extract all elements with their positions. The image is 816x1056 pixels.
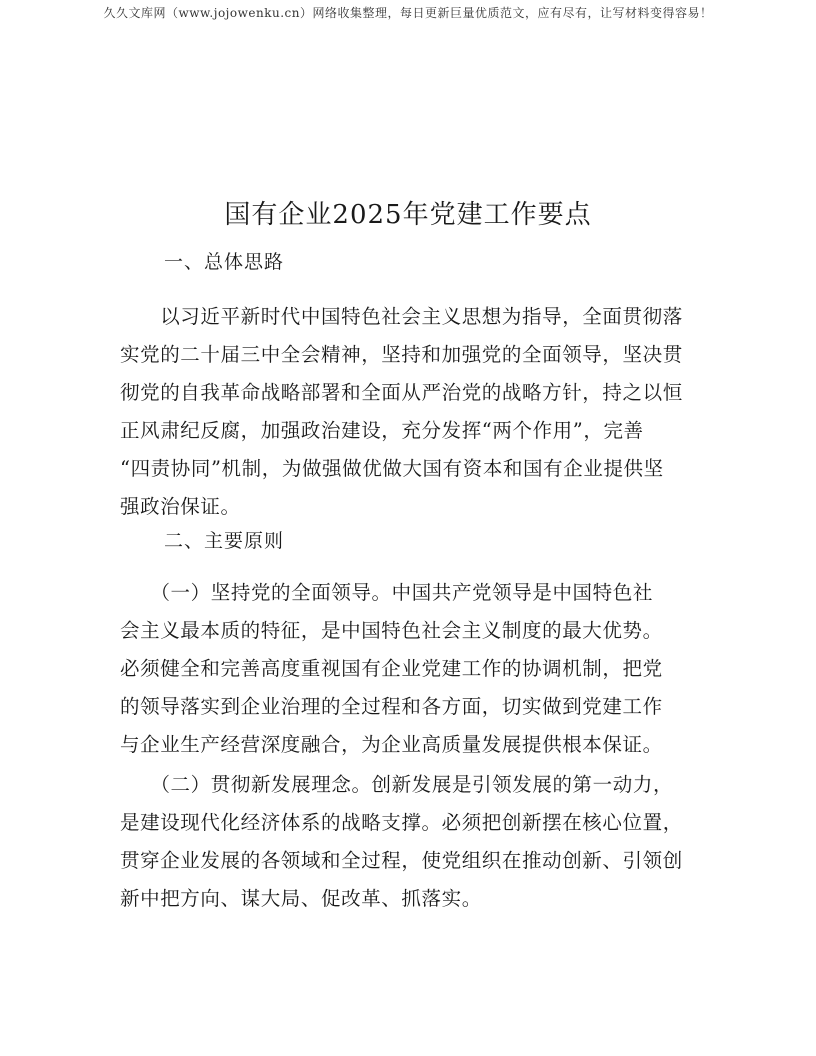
section-heading-main-principles: 二、主要原则 [164,530,285,552]
paragraph-principle-1 [120,574,720,764]
text-line: 以习近平新时代中国特色社会主义思想为指导，全面贯彻落 [120,305,683,328]
paragraph-overall-approach [120,298,720,526]
paragraph-principle-2 [120,766,720,918]
text-line: （二）贯彻新发展理念。创新发展是引领发展的第一动力， [120,773,674,796]
text-line: 强政治保证。 [120,495,241,518]
text-line: 是建设现代化经济体系的战略支撑。必须把创新摆在核心位置， [120,811,683,834]
text-line: 贯穿企业发展的各领域和全过程，使党组织在推动创新、引领创 [120,849,683,872]
text-line: （一）坚持党的全面领导。中国共产党领导是中国特色社 [120,581,653,604]
section-heading-overall-approach: 一、总体思路 [164,251,285,273]
text-line: 与企业生产经营深度融合，为企业高质量发展提供根本保证。 [120,733,663,756]
document-title: 国有企业2025年党建工作要点 [224,200,592,230]
page-header-banner: 久久文库网（www.jojowenku.cn）网络收集整理，每日更新巨量优质范文，应有尽有，让写材料变得容易！ [103,6,713,20]
text-line: 彻党的自我革命战略部署和全面从严治党的战略方针，持之以恒 [120,381,683,404]
text-line: 的领导落实到企业治理的全过程和各方面，切实做到党建工作 [120,695,663,718]
text-line: “四责协同”机制，为做强做优做大国有资本和国有企业提供坚 [120,457,664,480]
text-line: 正风肃纪反腐，加强政治建设，充分发挥“两个作用”，完善 [120,419,644,442]
text-line: 实党的二十届三中全会精神，坚持和加强党的全面领导，坚决贯 [120,343,683,366]
text-line: 必须健全和完善高度重视国有企业党建工作的协调机制，把党 [120,657,663,680]
text-line: 新中把方向、谋大局、促改革、抓落实。 [120,887,482,910]
text-line: 会主义最本质的特征，是中国特色社会主义制度的最大优势。 [120,619,663,642]
